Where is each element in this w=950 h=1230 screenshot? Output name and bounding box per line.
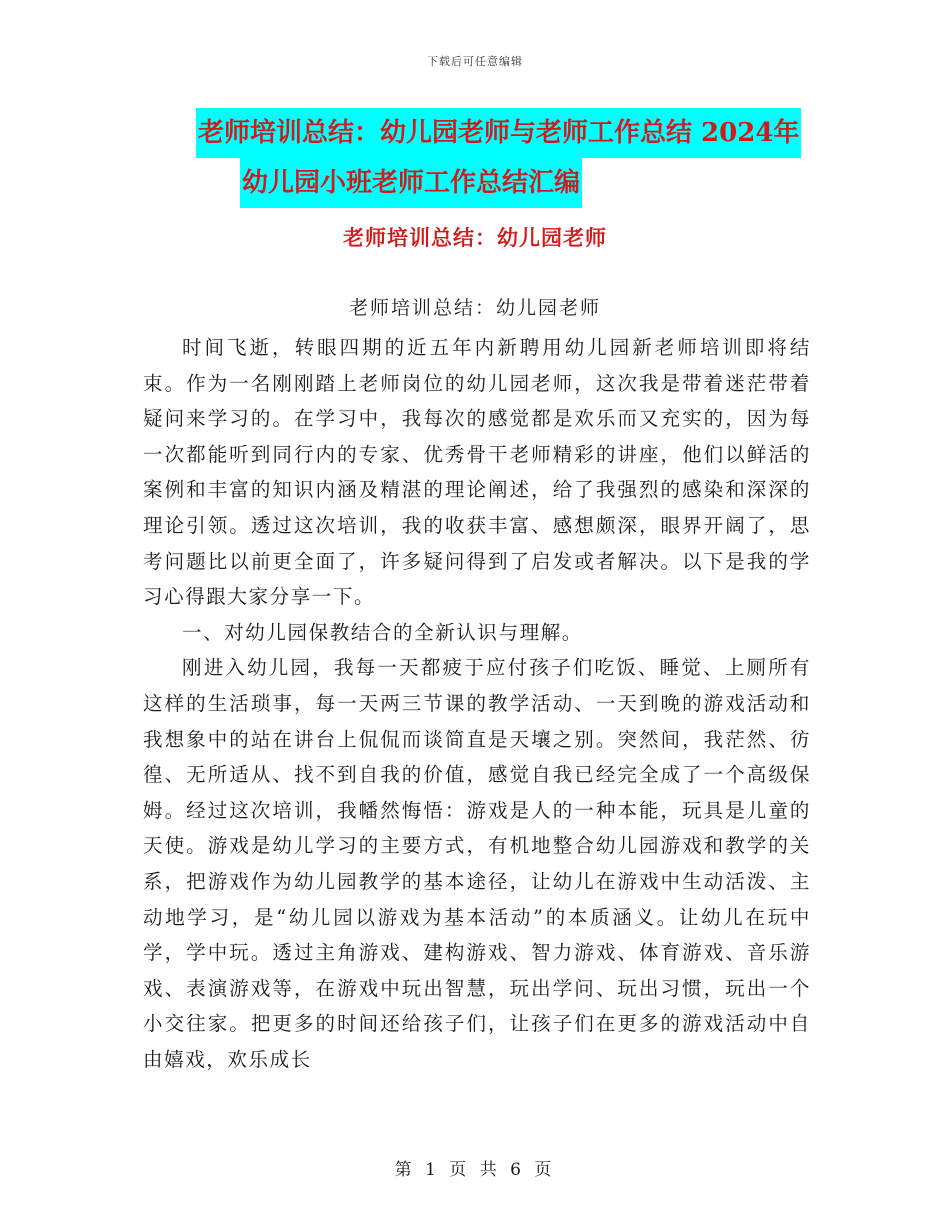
document-title xyxy=(196,108,806,208)
body-paragraph: 一、对幼儿园保教结合的全新认识与理解。 xyxy=(182,620,583,644)
body-paragraph: 刚进入幼儿园，我每一天都疲于应付孩子们吃饭、睡觉、上厕所有这样的生活琐事，每一天两三节课的教学活动、一天到晚的游戏活动和我想象中的站在讲台上侃侃而谈简直是天壤之别。突然间，我茫然、彷徨、无所适从、找不到自我的价值，感觉自我已经完全成了一个高级保姆。经过这次培训，我幡然悔悟：游戏是人的一种本能，玩具是儿童的天使。游戏是幼儿学习的主要方式，有机地整合幼儿园游戏和教学的关系，把游戏作为幼儿园教学的基本途径，让幼儿在游戏中生动活泼、主动地学习，是“幼儿园以游戏为基本活动”的本质涵义。让幼儿在玩中学，学中玩。透过主角游戏、建构游戏、智力游戏、体育游戏、音乐游戏、表演游戏等，在游戏中玩出智慧，玩出学问、玩出习惯，玩出一个小交往家。把更多的时间还给孩子们，让孩子们在更多的游戏活动中自由嬉戏，欢乐成长 xyxy=(143,656,811,1071)
header-note: 下载后可任意编辑 xyxy=(427,55,523,68)
document-title-line-2: 幼儿园小班老师工作总结汇编 xyxy=(240,158,582,208)
document-title-line-1: 老师培训总结：幼儿园老师与老师工作总结 2024年 xyxy=(196,108,801,158)
sub-title: 老师培训总结：幼儿园老师 xyxy=(348,297,601,319)
section-title: 老师培训总结：幼儿园老师 xyxy=(343,225,607,250)
body-paragraph: 时间飞逝，转眼四期的近五年内新聘用幼儿园新老师培训即将结束。作为一名刚刚踏上老师岗位的幼儿园老师，这次我是带着迷茫带着疑问来学习的。在学习中，我每次的感觉都是欢乐而又充实的，因为每一次都能听到同行内的专家、优秀骨干老师精彩的讲座，他们以鲜活的案例和丰富的知识内涵及精湛的理论阐述，给了我强烈的感染和深深的理论引领。透过这次培训，我的收获丰富、感想颇深，眼界开阔了，思考问题比以前更全面了，许多疑问得到了启发或者解决。以下是我的学习心得跟大家分享一下。 xyxy=(143,336,811,609)
page-number: 第 1 页 共 6 页 xyxy=(394,1160,556,1180)
document-body xyxy=(143,330,811,1077)
